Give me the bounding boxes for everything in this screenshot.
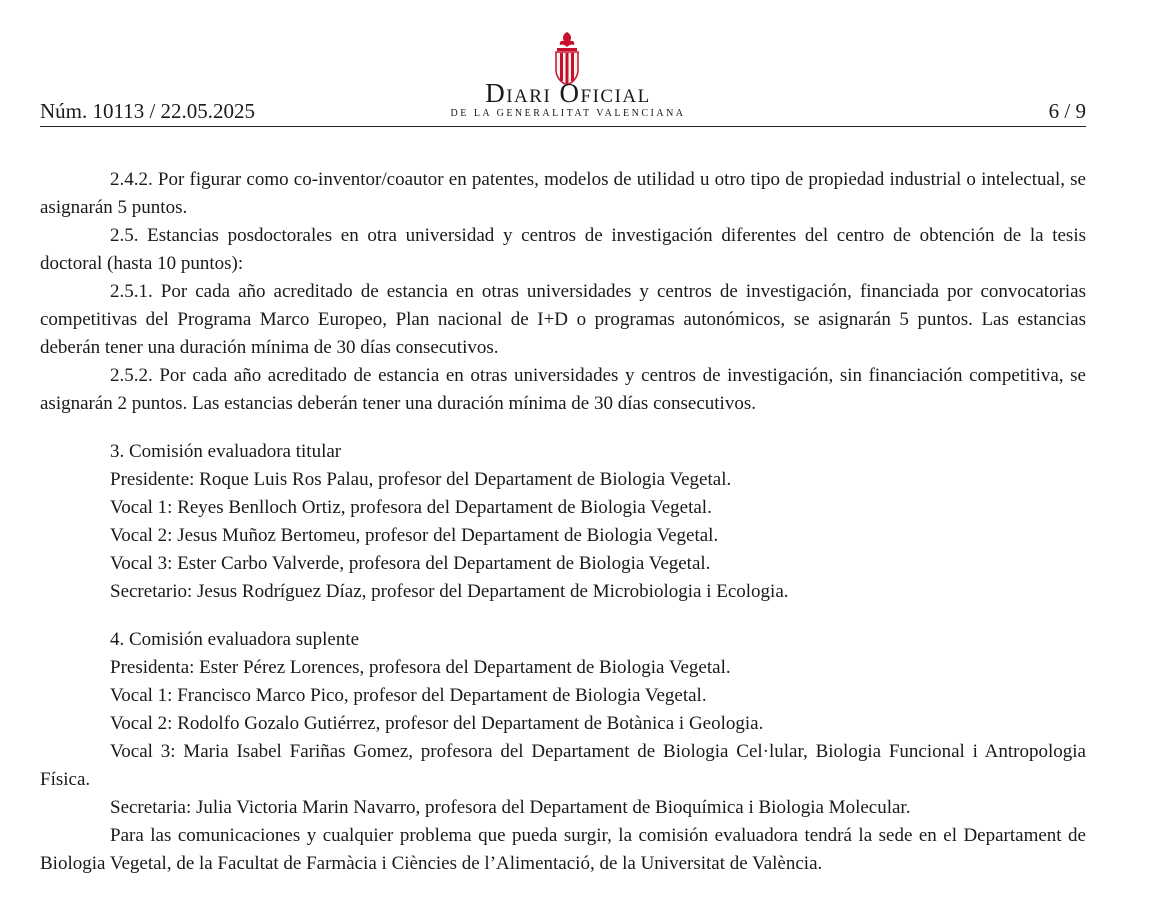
section-4-title: 4. Comisión evaluadora suplente [110, 629, 360, 650]
paragraph-2-5-1: 2.5.1. Por cada año acreditado de estancia en otras universidades y centros de investigación, financiada por convocatorias competitivas del Programa Marco Europeo, Plan nacional de I+D o programas autonómicos, se asignarán 5 puntos. Las estancias deberán tener una duración mínima de 30 días consecutivos. [40, 281, 1086, 358]
page-header [40, 28, 1086, 128]
section-3-title: 3. Comisión evaluadora titular [110, 441, 342, 462]
committee-member: Vocal 1: Francisco Marco Pico, profesor del Departament de Biologia Vegetal. [110, 685, 707, 706]
committee-member: Secretaria: Julia Victoria Marin Navarro, profesora del Departament de Bioquímica i Biologia Molecular. [110, 797, 911, 818]
closing-paragraph: Para las comunicaciones y cualquier problema que pueda surgir, la comisión evaluadora tendrá la sede en el Departament de Biologia Vegetal, de la Facultat de Farmàcia i Ciències de l’Alimentació, de la Universitat de València. [40, 825, 1086, 874]
committee-member: Vocal 2: Rodolfo Gozalo Gutiérrez, profesor del Departament de Botànica i Geologia. [110, 713, 764, 734]
document-body [40, 166, 1086, 878]
masthead-title: Diari Oficial [485, 78, 651, 108]
masthead [420, 78, 716, 120]
committee-member: Vocal 3: Ester Carbo Valverde, profesora del Departament de Biologia Vegetal. [110, 553, 711, 574]
committee-member: Secretario: Jesus Rodríguez Díaz, profesor del Departament de Microbiologia i Ecologia. [110, 581, 789, 602]
paragraph-2-4-2: 2.4.2. Por figurar como co-inventor/coautor en patentes, modelos de utilidad u otro tipo de propiedad industrial o intelectual, se asignarán 5 puntos. [40, 169, 1086, 218]
committee-member: Vocal 3: Maria Isabel Fariñas Gomez, profesora del Departament de Biologia Cel·lular, Biologia Funcional i Antropologia Física. [40, 741, 1086, 790]
spacer [40, 418, 1086, 438]
spacer [40, 606, 1086, 626]
committee-member: Presidente: Roque Luis Ros Palau, profesor del Departament de Biologia Vegetal. [110, 469, 732, 490]
issue-number-date: Núm. 10113 / 22.05.2025 [40, 99, 256, 123]
header-divider [40, 126, 1086, 127]
page-number: 6 / 9 [1048, 99, 1086, 123]
paragraph-2-5-2: 2.5.2. Por cada año acreditado de estancia en otras universidades y centros de investigación, sin financiación competitiva, se asignarán 2 puntos. Las estancias deberán tener una duración mínima de 30 días consecutivos. [40, 365, 1086, 414]
committee-member: Presidenta: Ester Pérez Lorences, profesora del Departament de Biologia Vegetal. [110, 657, 731, 678]
masthead-subtitle: DE LA GENERALITAT VALENCIANA [450, 108, 686, 119]
committee-member: Vocal 2: Jesus Muñoz Bertomeu, profesor del Departament de Biologia Vegetal. [110, 525, 719, 546]
paragraph-2-5: 2.5. Estancias posdoctorales en otra universidad y centros de investigación diferentes del centro de obtención de la tesis doctoral (hasta 10 puntos): [40, 225, 1086, 274]
committee-member: Vocal 1: Reyes Benlloch Ortiz, profesora del Departament de Biologia Vegetal. [110, 497, 712, 518]
